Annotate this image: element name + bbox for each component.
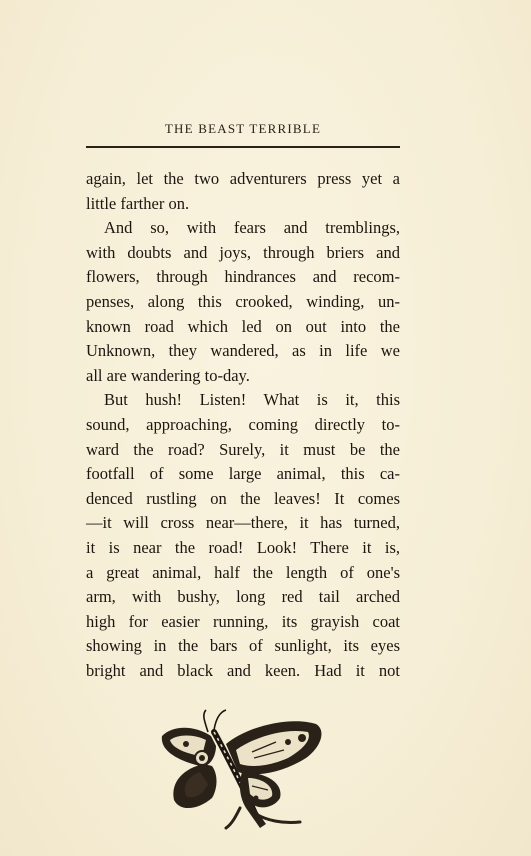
text-line: footfall of some large animal, this ca- (86, 464, 400, 484)
body-text (86, 167, 400, 683)
text-line: showing in the bars of sunlight, its eyes (86, 636, 400, 656)
text-line: flowers, through hindrances and recom- (86, 267, 400, 287)
text-line: arm, with bushy, long red tail arched (86, 587, 400, 607)
text-line: again, let the two adventurers press yet a (86, 169, 400, 188)
text-line: —it will cross near—there, it has turned, (86, 513, 400, 533)
text-line: penses, along this crooked, winding, un- (86, 291, 400, 311)
text-line: bright and black and keen. Had it not (86, 660, 400, 680)
text-line: a great animal, half the length of one's (86, 562, 400, 582)
running-head-title: THE BEAST TERRIBLE (164, 121, 322, 136)
text-line: denced rustling on the leaves! It comes (86, 488, 400, 508)
text-line: And so, with fears and tremblings, (104, 218, 400, 238)
text-line: known road which led on out into the (86, 316, 400, 336)
text-line: But hush! Listen! What is it, this (104, 390, 400, 410)
text-line: it is near the road! Look! There it is, (86, 537, 400, 557)
text-line: ward the road? Surely, it must be the (86, 439, 400, 459)
header-rule (86, 146, 400, 148)
butterfly-icon (156, 706, 336, 831)
text-line: little farther on. (86, 193, 190, 213)
text-line: high for easier running, its grayish coat (86, 611, 400, 631)
text-line: all are wandering to-day. (86, 365, 250, 385)
text-line: sound, approaching, coming directly to- (86, 414, 400, 434)
text-line: Unknown, they wandered, as in life we (86, 341, 400, 361)
text-line: with doubts and joys, through briers and (86, 242, 400, 262)
